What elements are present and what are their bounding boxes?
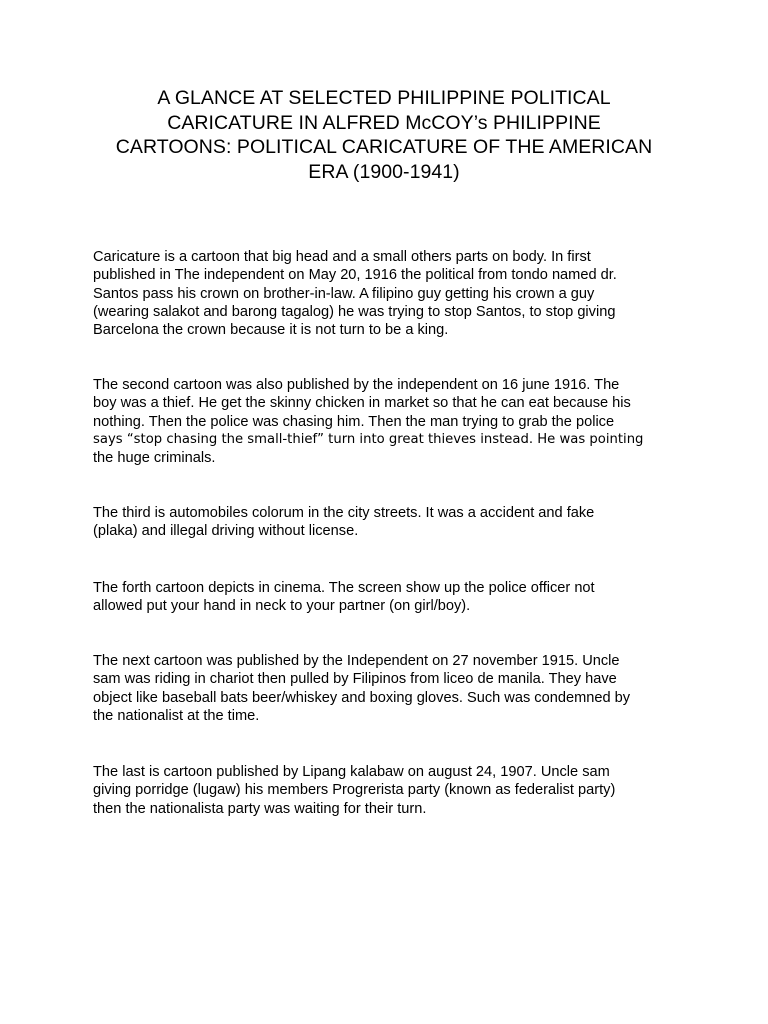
text-line: sam was riding in chariot then pulled by Filipinos from liceo de manila. They have [93, 671, 617, 688]
text-line: The third is automobiles colorum in the city streets. It was a accident and fake [93, 505, 595, 521]
text-line: object like baseball bats beer/whiskey and boxing gloves. Such was condemned by [93, 689, 631, 706]
paragraph-first-cartoon [93, 248, 693, 339]
text-line: says “stop chasing the small-thief” turn into great thieves instead. He was pointing [93, 431, 644, 447]
text-line: Santos pass his crown on brother-in-law. A filipino guy getting his crown a guy [93, 285, 595, 302]
text-line: then the nationalista party was waiting for their turn. [93, 800, 427, 817]
paragraph-last-cartoon [93, 763, 693, 818]
text-line: published in The independent on May 20, 1916 the political from tondo named dr. [93, 267, 617, 284]
text-line: allowed put your hand in neck to your partner (on girl/boy). [93, 598, 471, 615]
text-line: Barcelona the crown because it is not turn to be a king. [93, 322, 449, 339]
text-line: Caricature is a cartoon that big head and a small others parts on body. In first [93, 249, 591, 265]
text-line: The last is cartoon published by Lipang kalabaw on august 24, 1907. Uncle sam [93, 764, 610, 780]
text-line: The forth cartoon depicts in cinema. The screen show up the police officer not [93, 580, 595, 596]
text-line: nothing. Then the police was chasing him. Then the man trying to grab the police [93, 413, 615, 430]
text-line: The second cartoon was also published by the independent on 16 june 1916. The [93, 377, 620, 393]
text-line: giving porridge (lugaw) his members Progrerista party (known as federalist party) [93, 782, 616, 799]
text-line: The next cartoon was published by the Independent on 27 november 1915. Uncle [93, 653, 620, 669]
title-line: CARICATURE IN ALFRED McCOY’s PHILIPPINE [167, 111, 601, 134]
title-line: A GLANCE AT SELECTED PHILIPPINE POLITICAL [157, 87, 611, 109]
text-line: the nationalist at the time. [93, 707, 260, 724]
document-title [80, 86, 688, 184]
text-line: (wearing salakot and barong tagalog) he was trying to stop Santos, to stop giving [93, 303, 616, 320]
text-line: boy was a thief. He get the skinny chicken in market so that he can eat because his [93, 395, 631, 412]
paragraph-fifth-cartoon [93, 652, 693, 725]
text-line: (plaka) and illegal driving without license. [93, 523, 359, 540]
title-line: CARTOONS: POLITICAL CARICATURE OF THE AMERICAN [115, 136, 653, 158]
paragraph-second-cartoon [93, 376, 693, 467]
paragraph-third-cartoon [93, 504, 693, 541]
title-line: ERA (1900-1941) [308, 160, 460, 183]
text-line: the huge criminals. [93, 450, 216, 467]
paragraph-fourth-cartoon [93, 579, 693, 616]
